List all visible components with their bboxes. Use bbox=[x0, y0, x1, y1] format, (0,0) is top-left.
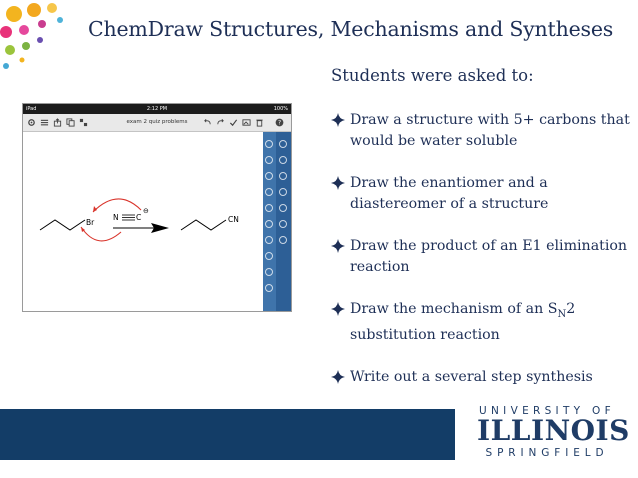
diamond-bullet-icon bbox=[331, 239, 345, 253]
task-text-subscript: N bbox=[557, 308, 567, 320]
chain-tool[interactable] bbox=[279, 156, 287, 164]
diamond-bullet-icon bbox=[331, 113, 345, 127]
orbital-tool[interactable] bbox=[279, 220, 287, 228]
logo-line-illinois: ILLINOIS bbox=[477, 414, 630, 447]
status-device: iPad bbox=[26, 106, 37, 112]
chemdraw-screenshot bbox=[22, 103, 292, 312]
arrow-tool[interactable] bbox=[265, 204, 273, 212]
ipad-status-bar bbox=[23, 104, 291, 114]
status-battery: 100% bbox=[273, 106, 288, 112]
task-item bbox=[331, 299, 631, 346]
ring-tool[interactable] bbox=[279, 172, 287, 180]
task-text: Draw a structure with 5+ carbons that would be water soluble bbox=[350, 112, 630, 149]
drawing-canvas[interactable] bbox=[23, 132, 265, 312]
benzene-tool[interactable] bbox=[265, 236, 273, 244]
logo-line-university: UNIVERSITY OF bbox=[479, 405, 615, 417]
cyclopentane-tool[interactable] bbox=[265, 252, 273, 260]
help-icon[interactable] bbox=[275, 118, 284, 127]
task-text: Draw the enantiomer and a diastereomer of a structure bbox=[350, 175, 549, 212]
nucleophile-n: N bbox=[113, 213, 119, 222]
reactant-chain bbox=[40, 220, 85, 230]
checkmark-icon[interactable] bbox=[229, 118, 238, 127]
eraser-tool[interactable] bbox=[279, 140, 287, 148]
task-text: Draw the product of an E1 elimination reaction bbox=[350, 238, 628, 275]
task-text bbox=[350, 301, 575, 343]
bond-tool[interactable] bbox=[265, 156, 273, 164]
charge-symbol: ⊖ bbox=[143, 207, 149, 215]
subheading: Students were asked to: bbox=[331, 66, 534, 85]
logo-line-springfield: SPRINGFIELD bbox=[485, 447, 609, 459]
task-item bbox=[331, 110, 631, 152]
lasso-tool[interactable] bbox=[265, 140, 273, 148]
svg-text:?: ? bbox=[277, 120, 282, 127]
text-tool[interactable] bbox=[279, 188, 287, 196]
document-title: exam 2 quiz problems bbox=[126, 119, 188, 125]
atom-tool[interactable] bbox=[265, 188, 273, 196]
redo-icon[interactable] bbox=[216, 118, 225, 127]
task-list bbox=[331, 110, 631, 409]
product-chain bbox=[181, 220, 226, 230]
slide-title: ChemDraw Structures, Mechanisms and Syntheses bbox=[88, 17, 614, 41]
reactant-label: Br bbox=[86, 218, 95, 227]
flower-logo bbox=[0, 0, 80, 80]
curved-arrow-leaving-group bbox=[81, 227, 121, 241]
footer-bar bbox=[0, 409, 455, 460]
product-label: CN bbox=[228, 215, 239, 224]
task-item bbox=[331, 173, 631, 215]
diamond-bullet-icon bbox=[331, 302, 345, 316]
task-text: Write out a several step synthesis bbox=[350, 368, 593, 385]
pen-tool[interactable] bbox=[265, 172, 273, 180]
task-item bbox=[331, 236, 631, 278]
university-logo bbox=[477, 405, 630, 461]
triple-bond bbox=[122, 215, 135, 220]
task-text-after: 2 substitution reaction bbox=[350, 301, 576, 343]
cyclobutane-tool[interactable] bbox=[265, 268, 273, 276]
nucleophile-c: C bbox=[136, 213, 142, 222]
app-toolbar bbox=[23, 114, 291, 132]
cyclopropane-tool[interactable] bbox=[265, 284, 273, 292]
task-text-before: Draw the mechanism of an S bbox=[350, 301, 558, 317]
trash-icon[interactable] bbox=[255, 118, 264, 127]
task-item bbox=[331, 367, 631, 388]
bracket-tool[interactable] bbox=[265, 220, 273, 228]
tool-palette bbox=[263, 132, 291, 312]
diamond-bullet-icon bbox=[331, 370, 345, 384]
image-icon[interactable] bbox=[242, 118, 251, 127]
curved-arrow-nucleophile bbox=[93, 199, 141, 212]
charge-tool[interactable] bbox=[279, 204, 287, 212]
diamond-bullet-icon bbox=[331, 176, 345, 190]
undo-icon[interactable] bbox=[203, 118, 212, 127]
cyclohexane-tool[interactable] bbox=[279, 236, 287, 244]
status-time: 2:12 PM bbox=[146, 106, 168, 112]
